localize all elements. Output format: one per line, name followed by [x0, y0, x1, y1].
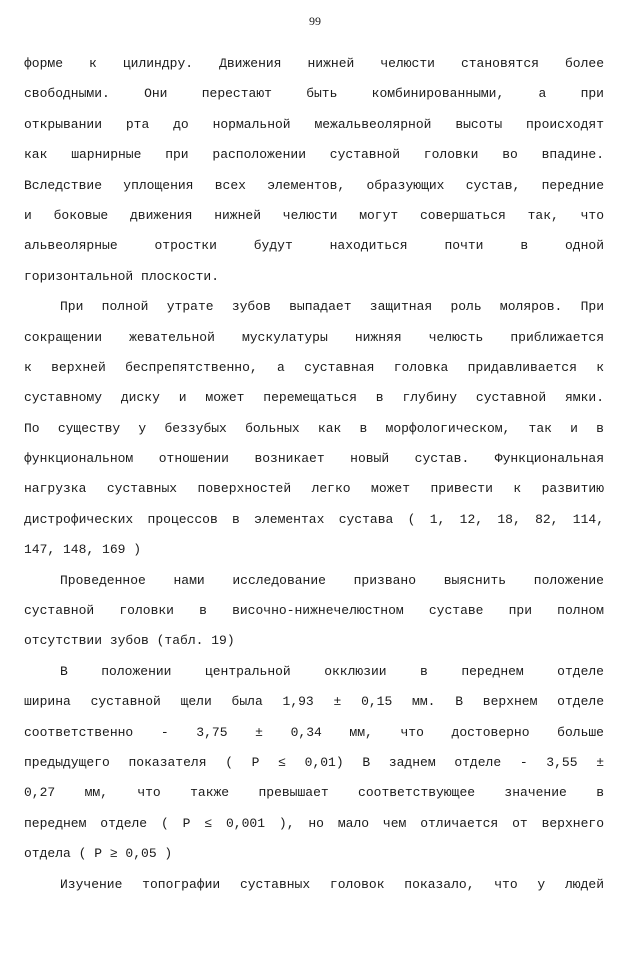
text-line: горизонтальной плоскости. [24, 268, 220, 284]
text-line: сокращении жевательной мускулатуры нижняя челюсть приближается [24, 329, 604, 345]
text-line: открывании рта до нормальной межальвеолярной высоты происходят [24, 116, 604, 132]
text-line: Изучение топографии суставных головок показало, что у людей [60, 876, 604, 892]
text-line: функциональном отношении возникает новый сустав. Функциональная [24, 451, 604, 467]
paragraph-study-aim [24, 571, 604, 662]
text-line: как шарнирные при расположении суставной головки во впадине. [24, 147, 604, 163]
text-line: свободными. Они перестают быть комбинированными, а при [24, 86, 604, 102]
text-line: предыдущего показателя ( Р ≤ 0,01) В заднем отделе - 3,55 ± [24, 754, 604, 770]
text-line: альвеолярные отростки будут находиться почти в одной [24, 238, 604, 254]
paragraph-tooth-loss [24, 297, 604, 571]
paragraph-joint-gap-results [24, 662, 604, 875]
text-line: 0,27 мм, что также превышает соответствующее значение в [24, 785, 604, 801]
text-line: суставной головки в височно-нижнечелюстном суставе при полном [24, 603, 604, 619]
text-line: суставному диску и может перемещаться в глубину суставной ямки. [24, 390, 604, 406]
text-line: переднем отделе ( Р ≤ 0,001 ), но мало чем отличается от верхнего [24, 815, 604, 831]
text-line: форме к цилиндру. Движения нижней челюсти становятся более [24, 56, 604, 71]
paragraph-tmj-flattening [24, 54, 604, 297]
page-number: 99 [309, 14, 321, 28]
text-line: Проведенное нами исследование призвано выяснить положение [60, 572, 604, 588]
text-line: соответственно - 3,75 ± 0,34 мм, что достоверно больше [24, 724, 604, 740]
text-line: Вследствие уплощения всех элементов, образующих сустав, передние [24, 177, 604, 193]
text-line: отдела ( Р ≥ 0,05 ) [24, 846, 173, 862]
text-line: 147, 148, 169 ) [24, 542, 142, 558]
text-line: По существу у беззубых больных как в морфологическом, так и в [24, 420, 604, 436]
text-line: При полной утрате зубов выпадает защитная роль моляров. При [60, 299, 604, 315]
text-line: к верхней беспрепятственно, а суставная головка придавливается к [24, 359, 604, 375]
text-line: нагрузка суставных поверхностей легко может привести к развитию [24, 481, 604, 497]
text-line: и боковые движения нижней челюсти могут совершаться так, что [24, 207, 604, 223]
text-line: дистрофических процессов в элементах сустава ( 1, 12, 18, 82, 114, [24, 511, 604, 527]
text-line: В положении центральной окклюзии в переднем отделе [60, 663, 604, 679]
text-line: отсутствии зубов (табл. 19) [24, 633, 235, 649]
paragraph-topography [24, 875, 604, 905]
document-body [24, 54, 604, 905]
text-line: ширина суставной щели была 1,93 ± 0,15 мм. В верхнем отделе [24, 694, 604, 710]
